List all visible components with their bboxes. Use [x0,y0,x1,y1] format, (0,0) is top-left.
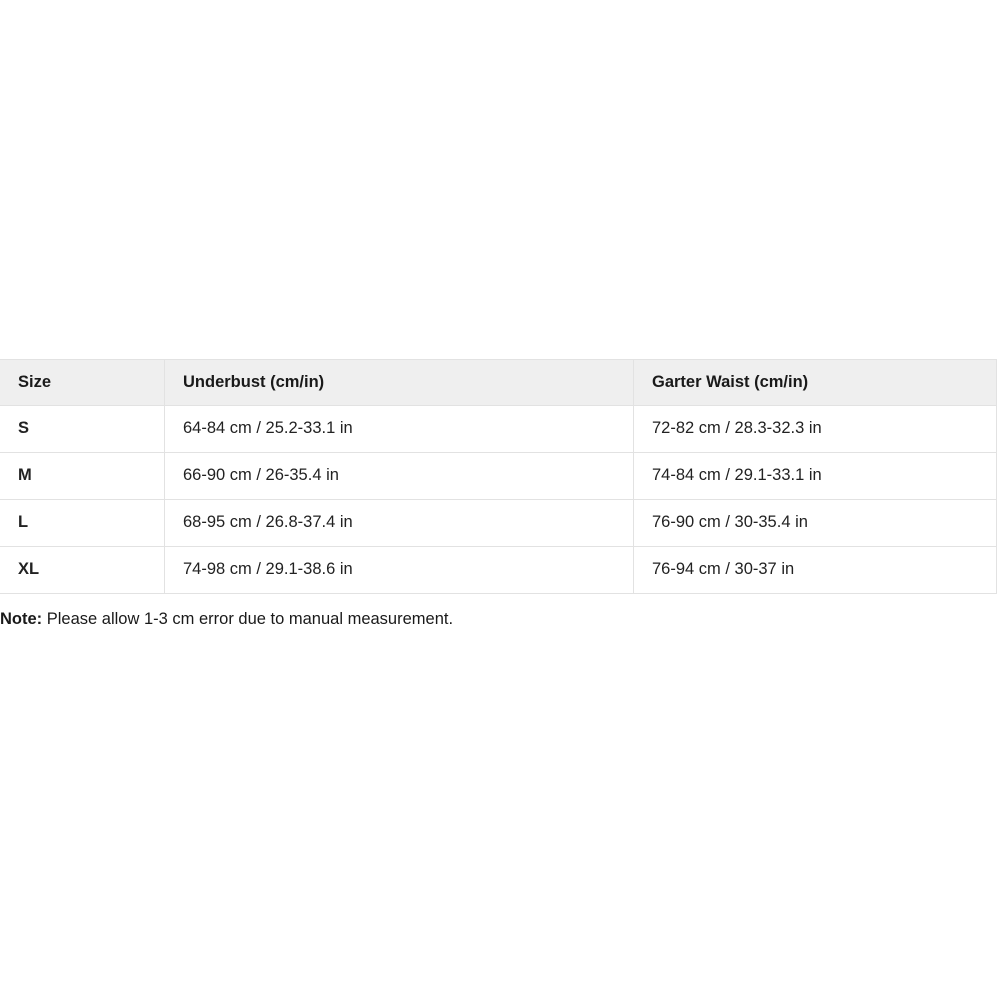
cell-underbust: 68-95 cm / 26.8-37.4 in [165,500,634,547]
cell-underbust: 66-90 cm / 26-35.4 in [165,453,634,500]
cell-underbust: 64-84 cm / 25.2-33.1 in [165,406,634,453]
table-row [0,547,997,594]
measurement-note [0,608,997,631]
table-header [0,360,997,406]
cell-size: S [0,406,165,453]
table-row [0,500,997,547]
note-text: Please allow 1-3 cm error due to manual measurement. [46,610,454,628]
cell-size: XL [0,547,165,594]
cell-garter-waist: 76-94 cm / 30-37 in [634,547,997,594]
table-body [0,406,997,594]
cell-size: M [0,453,165,500]
column-header-underbust: Underbust (cm/in) [165,360,634,406]
cell-underbust: 74-98 cm / 29.1-38.6 in [165,547,634,594]
note-label: Note: [0,610,43,628]
column-header-garter-waist: Garter Waist (cm/in) [634,360,997,406]
table-row [0,453,997,500]
table-row [0,406,997,453]
cell-garter-waist: 72-82 cm / 28.3-32.3 in [634,406,997,453]
size-chart-table [0,359,997,594]
cell-size: L [0,500,165,547]
cell-garter-waist: 74-84 cm / 29.1-33.1 in [634,453,997,500]
table-header-row [0,360,997,406]
column-header-size: Size [0,360,165,406]
size-chart-table-wrap [0,359,997,594]
cell-garter-waist: 76-90 cm / 30-35.4 in [634,500,997,547]
